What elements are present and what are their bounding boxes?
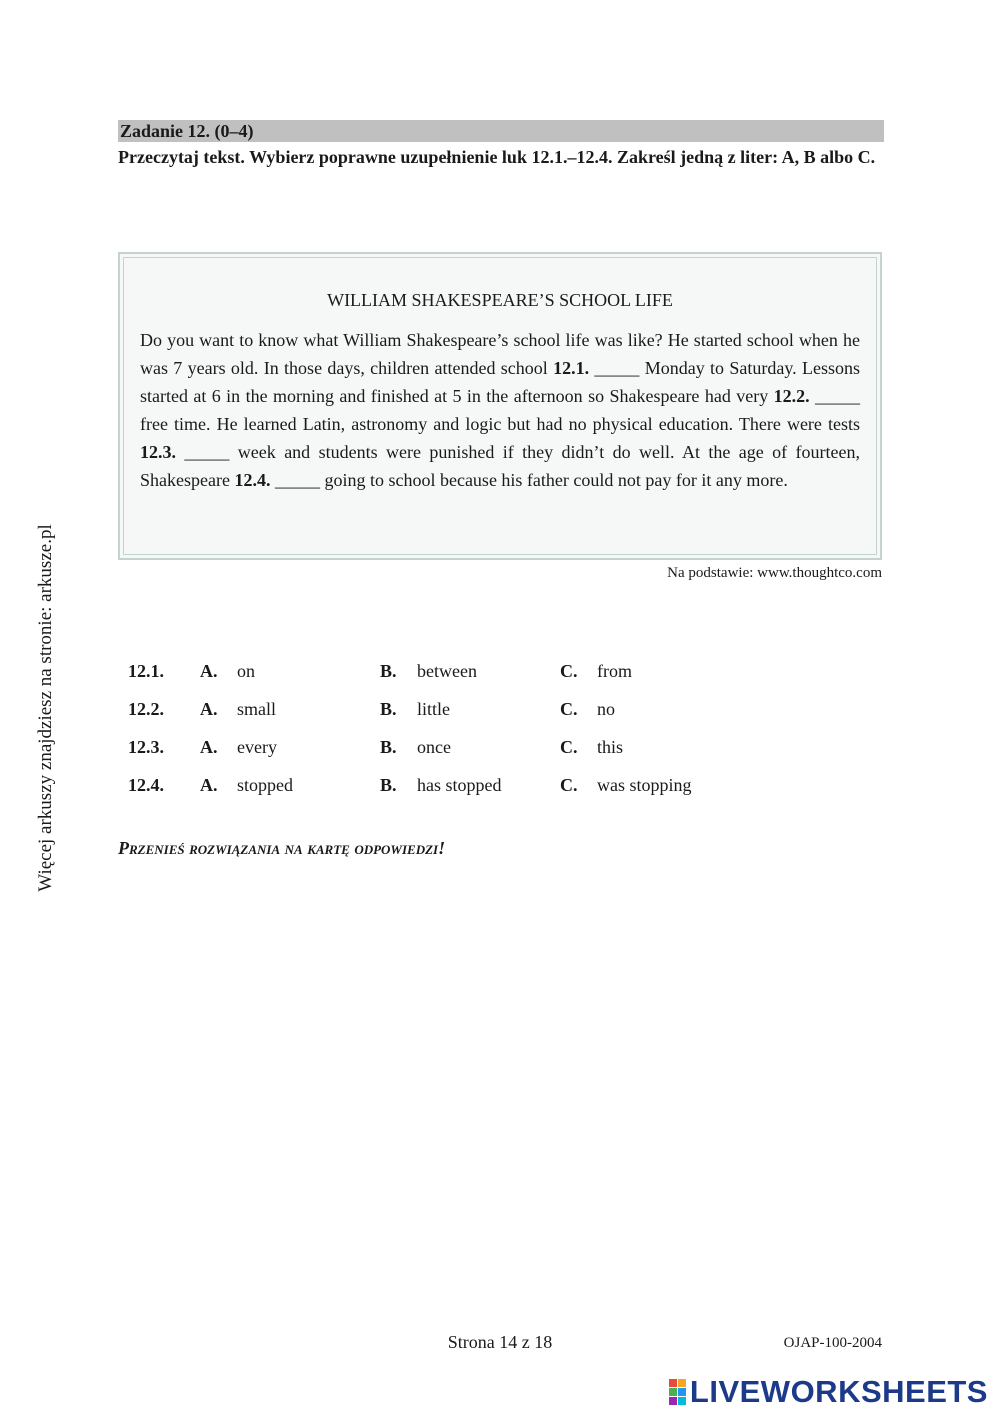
option-letter-b: B. bbox=[380, 774, 397, 795]
text-segment: _____ Monday to Saturday. Lessons started at 6 in the morning and finished at 5 in the afternoon so Shakespeare had very bbox=[140, 358, 860, 406]
option-c[interactable]: no bbox=[597, 698, 615, 719]
option-b[interactable]: once bbox=[417, 736, 451, 757]
gap-label-12-3: 12.3. bbox=[140, 442, 176, 462]
option-letter-c: C. bbox=[560, 698, 578, 719]
answer-options-table bbox=[128, 652, 747, 804]
option-a[interactable]: every bbox=[237, 736, 277, 757]
option-b[interactable]: has stopped bbox=[417, 774, 502, 795]
option-a[interactable]: stopped bbox=[237, 774, 293, 795]
option-c[interactable]: was stopping bbox=[597, 774, 692, 795]
option-letter-a: A. bbox=[200, 660, 218, 681]
option-letter-a: A. bbox=[200, 736, 218, 757]
option-letter-c: C. bbox=[560, 736, 578, 757]
side-watermark-text: Więcej arkuszy znajdziesz na stronie: arkusze.pl bbox=[35, 524, 56, 892]
gap-label-12-4: 12.4. bbox=[234, 470, 271, 490]
option-b[interactable]: between bbox=[417, 660, 477, 681]
logo-square bbox=[678, 1388, 686, 1396]
option-a[interactable]: on bbox=[237, 660, 255, 681]
option-c[interactable]: from bbox=[597, 660, 632, 681]
page-number: Strona 14 z 18 bbox=[447, 1332, 553, 1352]
transfer-answers-note: Przenieś rozwiązania na kartę odpowiedzi! bbox=[118, 838, 446, 858]
option-letter-b: B. bbox=[380, 698, 397, 719]
question-number: 12.4. bbox=[128, 774, 164, 795]
liveworksheets-logo-text: LIVEWORKSHEETS bbox=[689, 1374, 988, 1409]
logo-square bbox=[678, 1379, 686, 1387]
option-a[interactable]: small bbox=[237, 698, 276, 719]
option-letter-b: B. bbox=[380, 736, 397, 757]
option-letter-c: C. bbox=[560, 660, 578, 681]
question-row bbox=[128, 766, 747, 804]
document-code: OJAP-100-2004 bbox=[783, 1335, 882, 1351]
logo-square bbox=[669, 1388, 677, 1396]
task-instruction: Przeczytaj tekst. Wybierz poprawne uzupełnienie luk 12.1.–12.4. Zakreśl jedną z liter: A, B albo C. bbox=[118, 147, 876, 167]
reading-text-body bbox=[140, 326, 860, 494]
gap-label-12-1: 12.1. bbox=[553, 358, 590, 378]
liveworksheets-logo[interactable] bbox=[669, 1374, 988, 1410]
option-letter-a: A. bbox=[200, 698, 218, 719]
reading-text-inner bbox=[123, 257, 877, 555]
text-segment: _____ free time. He learned Latin, astronomy and logic but had no physical education. There were tests bbox=[140, 386, 860, 434]
question-number: 12.2. bbox=[128, 698, 164, 719]
logo-square bbox=[669, 1379, 677, 1387]
source-note: Na podstawie: www.thoughtco.com bbox=[667, 565, 882, 581]
question-number: 12.1. bbox=[128, 660, 164, 681]
gap-label-12-2: 12.2. bbox=[773, 386, 810, 406]
liveworksheets-logo-icon bbox=[669, 1379, 686, 1405]
task-header: Zadanie 12. (0–4) bbox=[118, 120, 884, 142]
option-letter-b: B. bbox=[380, 660, 397, 681]
option-b[interactable]: little bbox=[417, 698, 450, 719]
option-letter-a: A. bbox=[200, 774, 218, 795]
option-letter-c: C. bbox=[560, 774, 578, 795]
option-c[interactable]: this bbox=[597, 736, 624, 757]
question-row bbox=[128, 652, 747, 690]
logo-square bbox=[678, 1397, 686, 1405]
question-row bbox=[128, 690, 747, 728]
question-number: 12.3. bbox=[128, 736, 164, 757]
reading-text-title: WILLIAM SHAKESPEARE’S SCHOOL LIFE bbox=[327, 290, 673, 310]
question-row bbox=[128, 728, 747, 766]
text-segment: _____ week and students were punished if they didn’t do well. At the age of fourteen, Shakespeare bbox=[140, 442, 860, 490]
logo-square bbox=[669, 1397, 677, 1405]
text-segment: _____ going to school because his father could not pay for it any more. bbox=[270, 470, 788, 490]
reading-text-box bbox=[118, 252, 882, 560]
text-segment: Do you want to know what William Shakespeare’s school life was like? He started school when he was 7 years old. In those days, children attended school bbox=[140, 330, 860, 378]
